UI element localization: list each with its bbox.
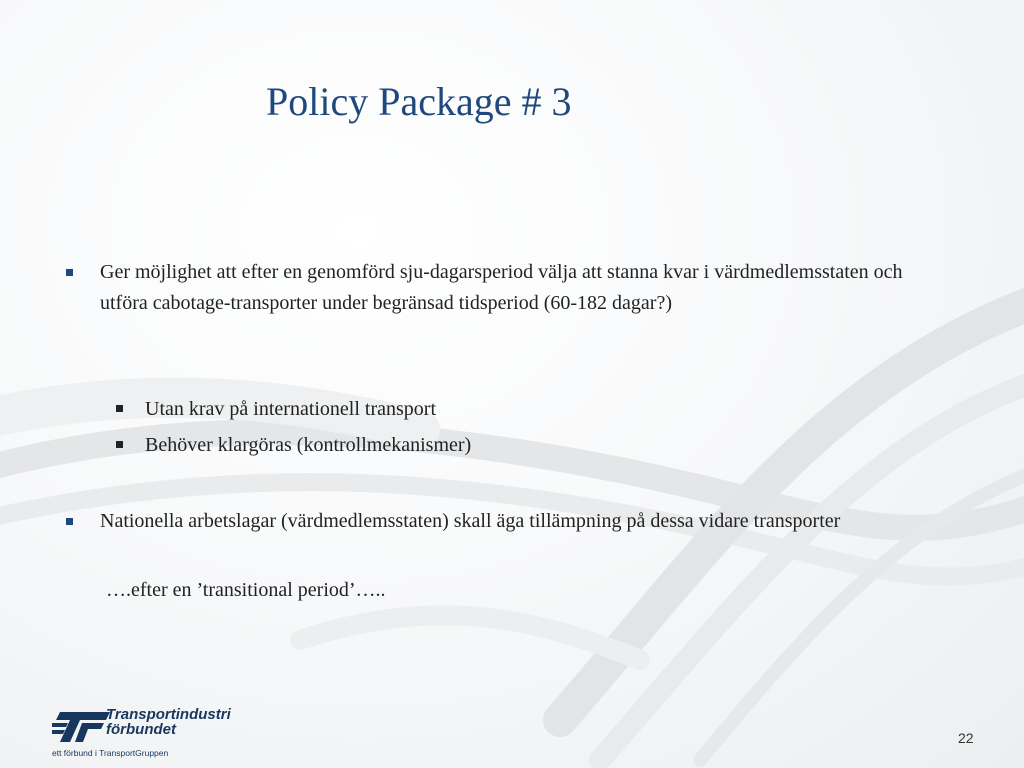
logo-tagline: ett förbund i TransportGruppen xyxy=(52,748,169,758)
sub-bullet-marker xyxy=(116,405,123,412)
logo-name-line1: Transportindustri xyxy=(106,706,231,723)
bullet-marker xyxy=(66,518,73,525)
bullet-cabotage-option: Ger möjlighet att efter en genomförd sju-dagarsperiod välja att stanna kvar i värdmedlemsstaten och utföra cabotage-transporter under begränsad tidsperiod (60-182 dagar?) xyxy=(100,261,903,314)
page-number: 22 xyxy=(958,730,974,746)
bullet-national-labour-laws: Nationella arbetslagar (värdmedlemsstaten) skall äga tillämpning på dessa vidare transporter xyxy=(100,510,841,532)
sub-bullet-marker xyxy=(116,441,123,448)
sub-bullet-no-international-requirement: Utan krav på internationell transport xyxy=(145,398,437,420)
transport-logo-mark-icon xyxy=(52,710,112,744)
sub-bullet-control-mechanisms: Behöver klargöras (kontrollmekanismer) xyxy=(145,434,472,456)
transitional-period-note: ….efter en ’transitional period’….. xyxy=(106,579,386,601)
bullet-marker xyxy=(66,269,73,276)
transportindustri-logo xyxy=(48,706,288,764)
slide-title: Policy Package # 3 xyxy=(266,79,572,124)
logo-name-line2: förbundet xyxy=(106,721,176,738)
logo-wordmark xyxy=(106,707,231,737)
